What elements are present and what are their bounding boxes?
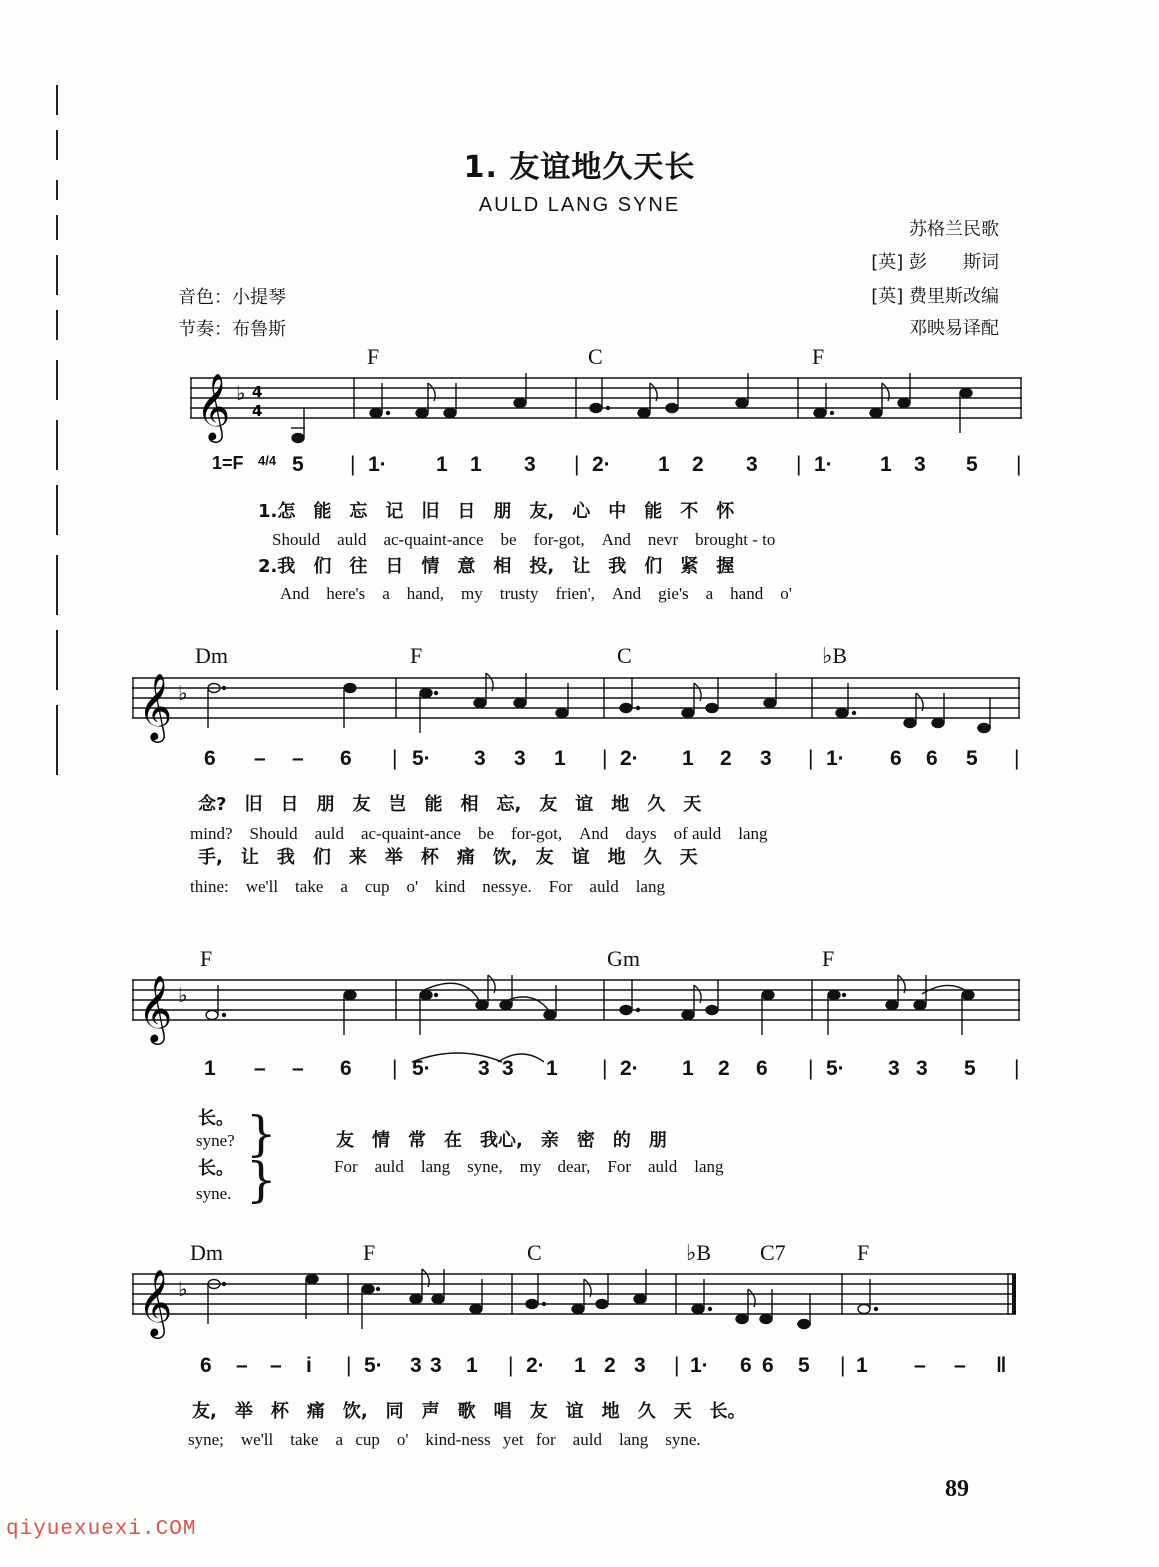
jianpu-note: 2 — [718, 1057, 730, 1080]
barline: | — [602, 747, 608, 770]
jianpu-dash: – — [270, 1354, 282, 1377]
jianpu-note: 2· — [592, 453, 611, 476]
barline: | — [674, 1354, 680, 1377]
verse-brace: } — [246, 1106, 277, 1162]
chord-symbol: Dm — [195, 643, 228, 668]
jianpu-note: 5· — [364, 1354, 383, 1377]
svg-text:𝄞: 𝄞 — [138, 974, 173, 1042]
origin-credit: 苏格兰民歌 — [909, 219, 999, 240]
jianpu-dash: – — [254, 747, 266, 770]
chord-symbol: F — [822, 946, 835, 971]
barline: | — [350, 453, 356, 476]
svg-text:4: 4 — [252, 383, 263, 401]
barline: | — [602, 1057, 608, 1080]
lyrics-en-final: syne; we'll take a cup o' kind-ness yet for auld lang syne. — [188, 1430, 701, 1449]
barline: | — [392, 747, 398, 770]
jianpu-note: 6 — [756, 1057, 768, 1080]
arranger-credit: [英] 费里斯改编 — [871, 286, 999, 307]
jianpu-note: 2 — [720, 747, 732, 770]
jianpu-note: 6 — [740, 1354, 752, 1377]
barline: | — [508, 1354, 514, 1377]
jianpu-note: 1 — [546, 1057, 558, 1080]
jianpu-note: 5 — [798, 1354, 810, 1377]
jianpu-note: 1· — [368, 453, 387, 476]
lyrics-cn-chorus: 友 情 常 在 我心, 亲 密 的 朋 — [336, 1130, 667, 1151]
svg-text:𝄞: 𝄞 — [138, 672, 173, 740]
jianpu-note: 3 — [760, 747, 772, 770]
jianpu-note: 1· — [814, 453, 833, 476]
rhythm-label: 节奏：布鲁斯 — [178, 319, 286, 340]
jianpu-note: 2 — [692, 453, 704, 476]
jianpu-note: 6 — [340, 1057, 352, 1080]
jianpu-note: 6 — [762, 1354, 774, 1377]
barline: | — [346, 1354, 352, 1377]
music-staff — [190, 368, 1030, 448]
music-staff — [132, 668, 1024, 748]
jianpu-note: 3 — [514, 747, 526, 770]
barline: | — [808, 1057, 814, 1080]
jianpu-dash: – — [254, 1057, 266, 1080]
svg-text:♭: ♭ — [178, 1277, 188, 1301]
chord-symbol: F — [363, 1240, 376, 1265]
translator-credit: 邓映易译配 — [909, 318, 999, 339]
jianpu-note: 5 — [966, 453, 978, 476]
barline: | — [808, 747, 814, 770]
jianpu-note: 1· — [690, 1354, 709, 1377]
chord-symbol: F — [367, 344, 380, 369]
chord-symbol: Gm — [607, 946, 640, 971]
barline: | — [1014, 1057, 1020, 1080]
jianpu-note: 6 — [200, 1354, 212, 1377]
barline: | — [574, 453, 580, 476]
jianpu-note: 1 — [658, 453, 670, 476]
jianpu-note: 5 — [964, 1057, 976, 1080]
jianpu-dash: – — [954, 1354, 966, 1377]
jianpu-note: 3 — [916, 1057, 928, 1080]
chord-symbol: ♭B — [822, 643, 848, 668]
jianpu-note: 6 — [926, 747, 938, 770]
barline: | — [392, 1057, 398, 1080]
jianpu-note: 3 — [474, 747, 486, 770]
jianpu-note: i — [306, 1354, 312, 1377]
barline: | — [1016, 453, 1022, 476]
jianpu-dash: – — [292, 747, 304, 770]
lyrics-cn-verse2: 2.我 们 往 日 情 意 相 投, 让 我 们 紧 握 — [258, 556, 735, 577]
jianpu-note: 2· — [620, 1057, 639, 1080]
lyrics-cn-verse1: 1.怎 能 忘 记 旧 日 朋 友, 心 中 能 不 怀 — [258, 501, 735, 522]
jianpu-note: 1 — [682, 1057, 694, 1080]
chord-symbol: F — [410, 643, 423, 668]
jianpu-note: 6 — [204, 747, 216, 770]
chord-symbol: C — [588, 344, 603, 369]
jianpu-note: 3 — [888, 1057, 900, 1080]
jianpu-note: 3 — [524, 453, 536, 476]
jianpu-note: 3 — [634, 1354, 646, 1377]
jianpu-dash: – — [236, 1354, 248, 1377]
key-signature: 1=F — [212, 453, 244, 473]
lyrics-en-verse1: mind? Should auld ac-quaint-ance be for-got, And days of auld lang — [190, 824, 768, 843]
chord-symbol: F — [857, 1240, 870, 1265]
svg-text:𝄞: 𝄞 — [138, 1268, 173, 1336]
jianpu-dash: – — [292, 1057, 304, 1080]
lyrics-cn-verse1-end: 长。 — [198, 1108, 234, 1129]
jianpu-note: 5· — [412, 747, 431, 770]
music-staff — [132, 1264, 1024, 1344]
jianpu-note: 2· — [620, 747, 639, 770]
svg-text:𝄞: 𝄞 — [196, 372, 231, 440]
jianpu-note: 1 — [436, 453, 448, 476]
site-watermark: qiyuexuexi.COM — [6, 1518, 197, 1541]
slur-mark — [400, 1046, 560, 1066]
jianpu-note: 3 — [478, 1057, 490, 1080]
jianpu-note: 1 — [856, 1354, 868, 1377]
jianpu-note: 2· — [526, 1354, 545, 1377]
jianpu-note: 1 — [470, 453, 482, 476]
barline: | — [840, 1354, 846, 1377]
lyrics-cn-verse2: 手, 让 我 们 来 举 杯 痛 饮, 友 谊 地 久 天 — [198, 847, 698, 868]
jianpu-note: 1 — [466, 1354, 478, 1377]
jianpu-note: 3 — [410, 1354, 422, 1377]
jianpu-note: 3 — [914, 453, 926, 476]
jianpu-note: 1 — [204, 1057, 216, 1080]
chord-symbol: C7 — [760, 1240, 786, 1265]
final-barline: ‖ — [996, 1354, 1007, 1377]
jianpu-note: 3 — [502, 1057, 514, 1080]
jianpu-note: 3 — [430, 1354, 442, 1377]
lyrics-en-verse2: thine: we'll take a cup o' kind nessye. For auld lang — [190, 877, 665, 896]
time-signature: 4/4 — [258, 453, 277, 468]
lyrics-en-verse2-end: syne. — [196, 1184, 232, 1203]
svg-text:♭: ♭ — [178, 681, 188, 705]
lyrics-en-verse1-end: syne? — [196, 1131, 235, 1150]
lyrics-cn-final: 友, 举 杯 痛 饮, 同 声 歌 唱 友 谊 地 久 天 长。 — [192, 1401, 746, 1422]
jianpu-note: 6 — [340, 747, 352, 770]
chord-symbol: F — [812, 344, 825, 369]
lyrics-en-chorus: For auld lang syne, my dear, For auld lang — [334, 1157, 724, 1176]
jianpu-note: 5 — [292, 453, 304, 476]
page-number: 89 — [945, 1476, 969, 1502]
barline: | — [1014, 747, 1020, 770]
chord-symbol: F — [200, 946, 213, 971]
chord-symbol: ♭B — [686, 1240, 712, 1265]
song-title: 1. 友谊地久天长 — [463, 150, 696, 185]
timbre-label: 音色：小提琴 — [178, 287, 286, 308]
jianpu-note: 2 — [604, 1354, 616, 1377]
jianpu-note: 1 — [880, 453, 892, 476]
jianpu-note: 1 — [682, 747, 694, 770]
verse-brace: } — [246, 1152, 277, 1208]
jianpu-note: 1 — [574, 1354, 586, 1377]
jianpu-note: 5· — [412, 1057, 431, 1080]
lyrics-cn-verse1: 念? 旧 日 朋 友 岂 能 相 忘, 友 谊 地 久 天 — [198, 794, 702, 815]
lyrics-en-verse2: And here's a hand, my trusty frien', And gie's a hand o' — [280, 584, 792, 603]
lyrics-en-verse1: Should auld ac-quaint-ance be for-got, And nevr brought - to — [272, 530, 776, 549]
jianpu-note: 1· — [826, 747, 845, 770]
jianpu-note: 3 — [746, 453, 758, 476]
song-subtitle: AULD LANG SYNE — [478, 194, 681, 216]
svg-text:♭: ♭ — [178, 983, 188, 1007]
svg-text:♭: ♭ — [236, 381, 246, 405]
music-staff — [132, 970, 1024, 1050]
jianpu-note: 6 — [890, 747, 902, 770]
jianpu-dash: – — [914, 1354, 926, 1377]
chord-symbol: C — [527, 1240, 542, 1265]
chord-symbol: C — [617, 643, 632, 668]
chord-symbol: Dm — [190, 1240, 223, 1265]
jianpu-note: 5· — [826, 1057, 845, 1080]
lyricist-credit: [英] 彭 斯词 — [871, 252, 999, 273]
lyrics-cn-verse2-end: 长。 — [198, 1158, 234, 1179]
jianpu-note: 5 — [966, 747, 978, 770]
svg-text:4: 4 — [252, 402, 263, 420]
jianpu-note: 1 — [554, 747, 566, 770]
barline: | — [796, 453, 802, 476]
